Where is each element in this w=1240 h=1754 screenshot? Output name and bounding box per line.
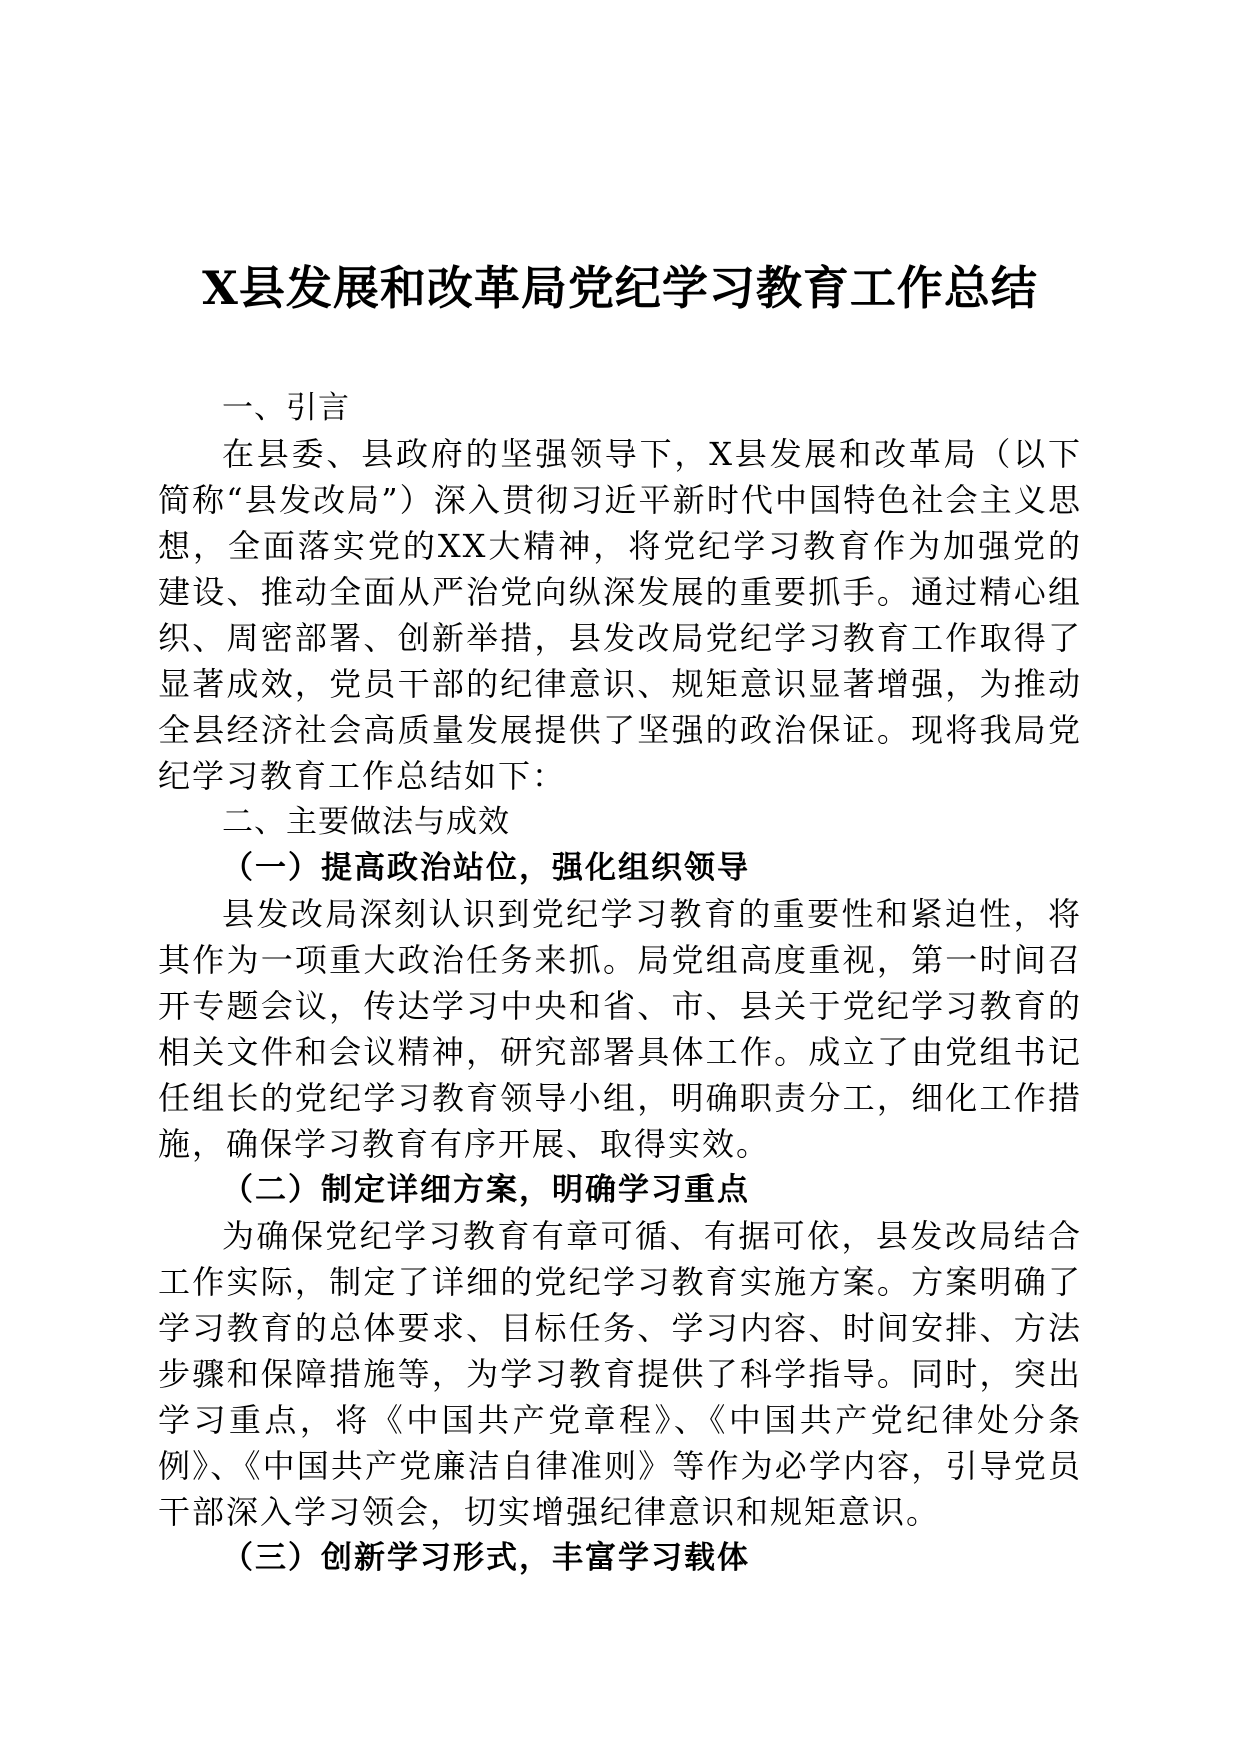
paragraph-plan: 为确保党纪学习教育有章可循、有据可依，县发改局结合工作实际，制定了详细的党纪学习教育实施方案。方案明确了学习教育的总体要求、目标任务、学习内容、时间安排、方法步骤和保障措施等，为学习教育提供了科学指导。同时，突出学习重点，将《中国共产党章程》、《中国共产党纪律处分条例》、《中国共产党廉洁自律准则》等作为必学内容，引导党员干部深入学习领会，切实增强纪律意识和规矩意识。 bbox=[158, 1217, 1082, 1531]
subsection-heading-plan: （二）制定详细方案，明确学习重点 bbox=[222, 1172, 750, 1208]
subsection-heading-learning-forms: （三）创新学习形式，丰富学习载体 bbox=[222, 1540, 750, 1576]
document-body bbox=[158, 385, 1082, 1581]
paragraph-introduction: 在县委、县政府的坚强领导下，X县发展和改革局（以下简称“县发改局”）深入贯彻习近平新时代中国特色社会主义思想，全面落实党的XX大精神，将党纪学习教育作为加强党的建设、推动全面从严治党向纵深发展的重要抓手。通过精心组织、周密部署、创新举措，县发改局党纪学习教育工作取得了显著成效，党员干部的纪律意识、规矩意识显著增强，为推动全县经济社会高质量发展提供了坚强的政治保证。现将我局党纪学习教育工作总结如下： bbox=[158, 435, 1082, 795]
paragraph-leadership: 县发改局深刻认识到党纪学习教育的重要性和紧迫性，将其作为一项重大政治任务来抓。局党组高度重视，第一时间召开专题会议，传达学习中央和省、市、县关于党纪学习教育的相关文件和会议精神，研究部署具体工作。成立了由党组书记任组长的党纪学习教育领导小组，明确职责分工，细化工作措施，确保学习教育有序开展、取得实效。 bbox=[158, 895, 1082, 1163]
section-heading-introduction: 一、引言 bbox=[222, 390, 350, 426]
section-heading-practices: 二、主要做法与成效 bbox=[222, 804, 510, 840]
subsection-heading-leadership: （一）提高政治站位，强化组织领导 bbox=[222, 850, 750, 886]
document-title: X县发展和改革局党纪学习教育工作总结 bbox=[202, 261, 1038, 315]
